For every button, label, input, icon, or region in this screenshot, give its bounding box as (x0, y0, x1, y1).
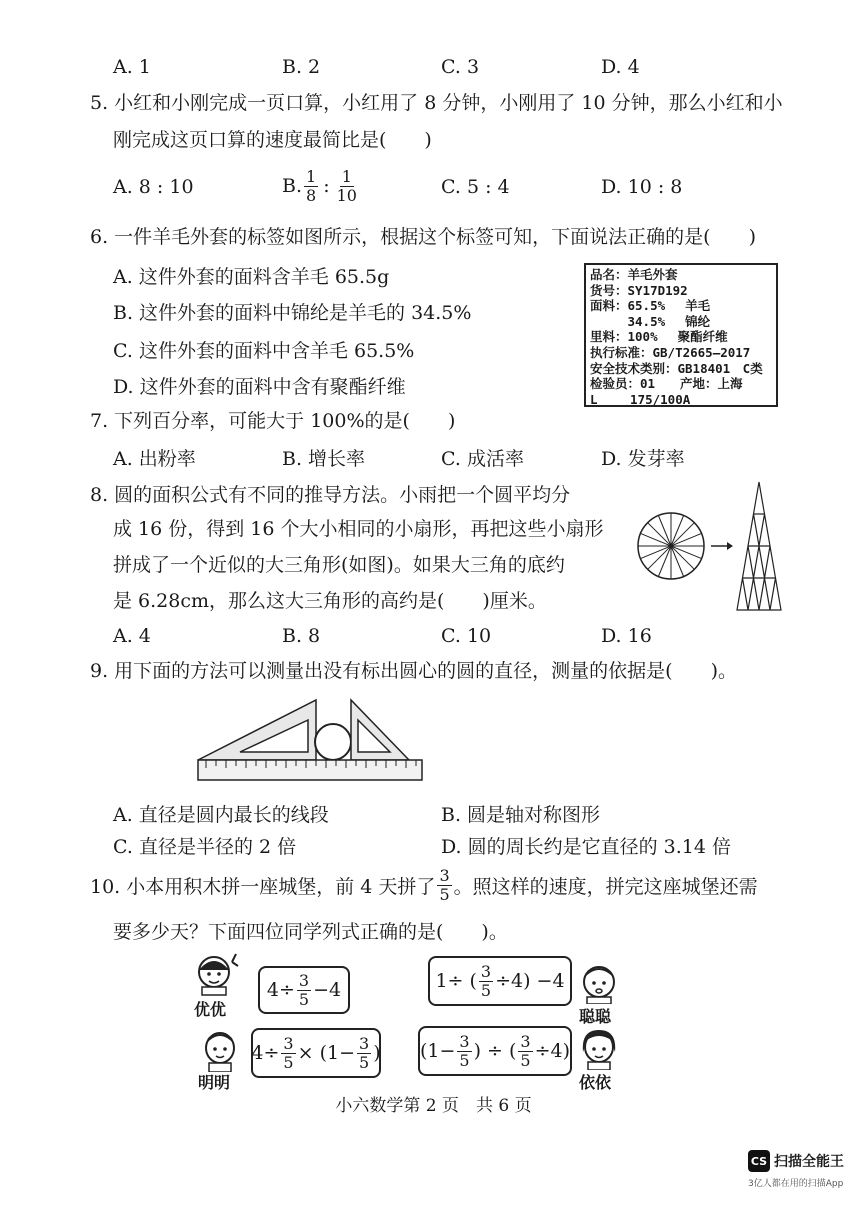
student-name-youyou: 优优 (194, 1000, 227, 1019)
student-name-mingming: 明明 (198, 1073, 231, 1092)
speech-bubble-congcong (428, 956, 572, 1006)
circle-to-triangle-figure (633, 478, 791, 614)
expr-fraction: $\frac{3}{5}$ (283, 1033, 294, 1072)
clothing-label (584, 263, 778, 407)
q5-option-d: D. 10 : 8 (601, 176, 683, 198)
q5-stem-line1: 5. 小红和小刚完成一页口算，小红用了 8 分钟，小刚用了 10 分钟，那么小红和小 (90, 92, 783, 114)
q5-option-b-fraction-2: $\frac{1}{10}$ (336, 166, 357, 205)
expr-fraction: $\frac{3}{5}$ (520, 1031, 531, 1070)
q8-stem-line3: 拼成了一个近似的大三角形(如图)。如果大三角的底约 (113, 554, 565, 576)
label-line: 安全技术类别：GB18401 C类 (590, 360, 763, 376)
right-set-square (351, 700, 409, 760)
expr-fraction: $\frac{3}{5}$ (298, 970, 310, 1009)
label-line: 品名：羊毛外套 (590, 267, 678, 282)
scanner-logo-text: 扫描全能王 (774, 1154, 844, 1170)
q6-option-c: C. 这件外套的面料中含羊毛 65.5% (113, 340, 415, 362)
q10-stem-line2: 要多少天？下面四位同学列式正确的是( )。 (113, 921, 508, 943)
q5-option-b-prefix: B. (282, 175, 303, 197)
ruler-triangle-figure (196, 694, 426, 786)
q6-option-d: D. 这件外套的面料中含有聚酯纤维 (113, 376, 406, 398)
expr-part: 1÷ ( (435, 970, 477, 992)
q7-option-a: A. 出粉率 (113, 448, 196, 470)
q10-stem-line1 (90, 860, 758, 910)
q9-option-a: A. 直径是圆内最长的线段 (113, 804, 329, 826)
label-line: 面料：65.5% 羊毛 (590, 298, 711, 314)
q6-option-b: B. 这件外套的面料中锦纶是羊毛的 34.5% (113, 302, 472, 324)
q5-option-a: A. 8 : 10 (113, 176, 194, 198)
label-line: L 175/100A (590, 391, 691, 407)
student-yiyi-avatar-icon (575, 1026, 625, 1070)
q8-option-b: B. 8 (282, 625, 321, 647)
ruler (198, 760, 422, 780)
q9-stem: 9. 用下面的方法可以测量出没有标出圆心的圆的直径，测量的依据是( )。 (90, 660, 737, 682)
q7-option-b: B. 增长率 (282, 448, 366, 470)
expr-fraction: $\frac{3}{5}$ (359, 1033, 370, 1072)
scanner-logo-subtitle: 3亿人都在用的扫描App (748, 1179, 844, 1189)
q6-option-a: A. 这件外套的面料含羊毛 65.5g (113, 266, 390, 288)
sector-triangle (737, 482, 781, 610)
arrow-right-icon (711, 542, 733, 550)
label-line: 34.5% 锦纶 (590, 313, 711, 329)
q10-stem-fraction: $\frac{3}{5}$ (439, 865, 450, 904)
speech-bubble-mingming (251, 1028, 381, 1078)
label-line: 执行标准：GB/T2665—2017 (590, 344, 751, 360)
q7-stem: 7. 下列百分率，可能大于 100%的是( ) (90, 410, 456, 432)
q8-stem-line2: 成 16 份，得到 16 个大小相同的小扇形，再把这些小扇形 (113, 518, 604, 540)
speech-bubble-youyou (258, 966, 350, 1014)
student-mingming-avatar-icon (196, 1028, 246, 1072)
expr-part: 4÷ (266, 979, 295, 1001)
q4-option-c: C. 3 (441, 56, 480, 78)
label-line: 检验员：01 产地：上海 (590, 376, 743, 392)
q5-option-c: C. 5 : 4 (441, 176, 510, 198)
q5-option-b (282, 162, 361, 210)
student-name-yiyi: 依依 (579, 1073, 612, 1092)
label-line: 里料：100% 聚酯纤维 (590, 329, 728, 345)
measured-circle (315, 724, 351, 760)
q8-option-c: C. 10 (441, 625, 492, 647)
expr-part: × (1− (297, 1042, 355, 1064)
q10-stem-suffix: 。照这样的速度，拼完这座城堡还需 (453, 875, 758, 898)
expr-part: ÷4) −4 (495, 970, 565, 992)
left-set-square (198, 700, 316, 760)
expr-part: −4 (313, 979, 342, 1001)
q8-option-d: D. 16 (601, 625, 652, 647)
q5-option-b-fraction-1: $\frac{1}{8}$ (306, 166, 317, 205)
q8-option-a: A. 4 (113, 625, 151, 647)
expr-part: 4÷ (251, 1042, 280, 1064)
q7-option-c: C. 成活率 (441, 448, 524, 470)
q4-option-d: D. 4 (601, 56, 640, 78)
student-name-congcong: 聪聪 (579, 1007, 612, 1026)
student-congcong-avatar-icon (575, 960, 625, 1004)
expr-fraction: $\frac{3}{5}$ (459, 1031, 470, 1070)
expr-fraction: $\frac{3}{5}$ (480, 961, 492, 1000)
scanner-badge-icon: CS (748, 1150, 770, 1172)
page-footer: 小六数学第 2 页 共 6 页 (335, 1096, 532, 1116)
q10-stem-prefix: 10. 小本用积木拼一座城堡，前 4 天拼了 (90, 875, 436, 898)
q9-option-b: B. 圆是轴对称图形 (441, 804, 601, 826)
expr-part: ) (373, 1042, 381, 1064)
expr-part: ) ÷ ( (473, 1040, 517, 1062)
q4-option-a: A. 1 (113, 56, 151, 78)
q7-option-d: D. 发芽率 (601, 448, 685, 470)
q4-option-b: B. 2 (282, 56, 321, 78)
label-line: 货号：SY17D192 (590, 282, 688, 298)
expr-part: ÷4) (534, 1040, 571, 1062)
expr-part: (1− (419, 1040, 456, 1062)
speech-bubble-yiyi (418, 1026, 572, 1076)
q6-stem: 6. 一件羊毛外套的标签如图所示，根据这个标签可知，下面说法正确的是( ) (90, 226, 756, 248)
q8-stem-line4: 是 6.28cm，那么这大三角形的高约是( )厘米。 (113, 590, 547, 612)
q8-stem-line1: 8. 圆的面积公式有不同的推导方法。小雨把一个圆平均分 (90, 484, 571, 506)
q5-option-b-sep: : (323, 175, 330, 197)
q5-stem-line2: 刚完成这页口算的速度最简比是( ) (113, 129, 432, 151)
scanner-logo (748, 1150, 844, 1172)
sector-circle (638, 513, 704, 579)
q9-option-d: D. 圆的周长约是它直径的 3.14 倍 (441, 836, 732, 858)
q9-option-c: C. 直径是半径的 2 倍 (113, 836, 297, 858)
student-youyou-avatar-icon (190, 952, 242, 996)
